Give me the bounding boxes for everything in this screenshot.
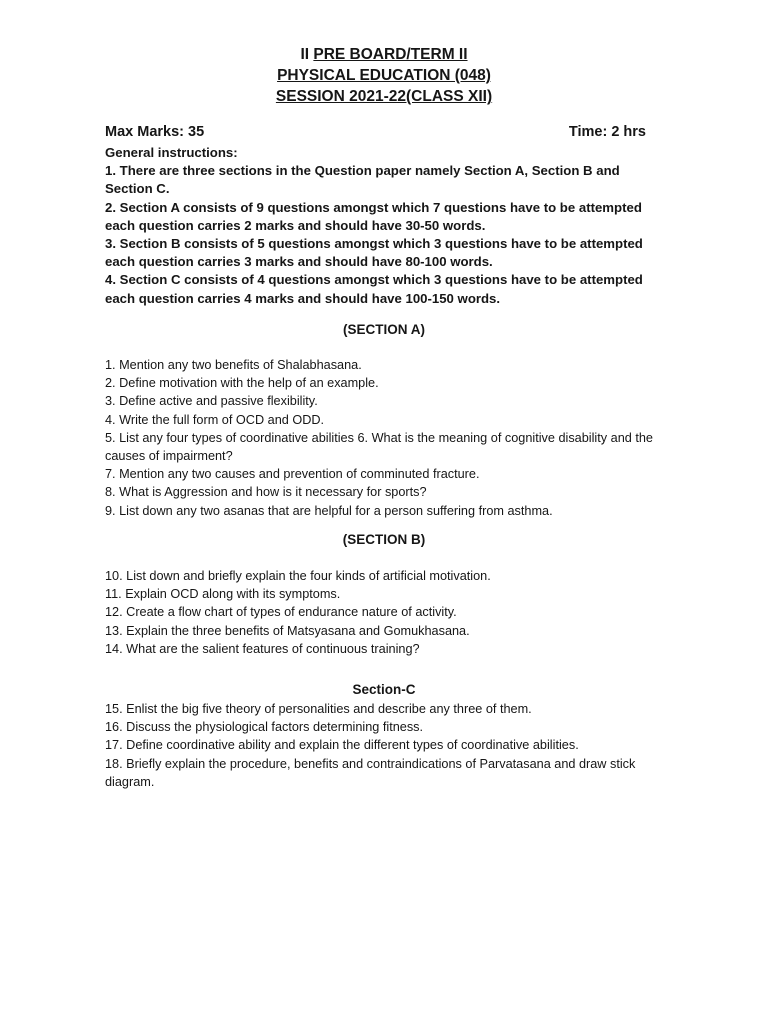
header-line-1: II PRE BOARD/TERM II: [300, 46, 468, 63]
question-item: 1. Mention any two benefits of Shalabhasana.: [105, 358, 362, 372]
question-item: 11. Explain OCD along with its symptoms.: [105, 587, 341, 602]
question-item: 18. Briefly explain the procedure, benefits and contraindications of Parvatasana and draw stick diagram.: [105, 756, 636, 789]
question-item: 5. List any four types of coordinative abilities 6. What is the meaning of cognitive disability and the causes of impairment?: [105, 430, 653, 464]
section-a-questions: [105, 356, 665, 520]
max-marks: Max Marks: 35: [105, 124, 205, 140]
question-item: 13. Explain the three benefits of Matsyasana and Gomukhasana.: [105, 623, 470, 638]
question-item: 10. List down and briefly explain the four kinds of artificial motivation.: [105, 569, 491, 583]
general-instructions: [105, 144, 665, 308]
document-header: [0, 44, 768, 107]
instructions-heading: General instructions:: [105, 145, 238, 160]
question-item: 7. Mention any two causes and prevention of comminuted fracture.: [105, 467, 480, 482]
section-c-questions: [105, 700, 665, 791]
section-b-questions: [105, 567, 665, 658]
session-title: SESSION 2021-22(CLASS XII): [275, 88, 493, 105]
exam-title: PRE BOARD/TERM II: [313, 46, 468, 63]
question-item: 4. Write the full form of OCD and ODD.: [105, 412, 325, 427]
question-item: 8. What is Aggression and how is it necessary for sports?: [105, 485, 427, 500]
section-c-heading: Section-C: [352, 682, 416, 697]
section-a-heading: (SECTION A): [343, 322, 425, 337]
subject-title: PHYSICAL EDUCATION (048): [277, 67, 491, 84]
question-item: 12. Create a flow chart of types of endurance nature of activity.: [105, 605, 457, 620]
time-allowed: Time: 2 hrs: [568, 124, 646, 140]
instruction-item: 3. Section B consists of 5 questions amongst which 3 questions have to be attempted each question carries 3 marks and should have 80-100 words.: [105, 236, 643, 270]
marks-time-row: [105, 124, 646, 140]
question-item: 3. Define active and passive flexibility.: [105, 394, 318, 409]
instruction-item: 2. Section A consists of 9 questions amongst which 7 questions have to be attempted each question carries 2 marks and should have 30-50 words.: [105, 199, 642, 233]
question-item: 16. Discuss the physiological factors determining fitness.: [105, 720, 424, 735]
question-item: 9. List down any two asanas that are helpful for a person suffering from asthma.: [105, 503, 553, 518]
question-item: 15. Enlist the big five theory of personalities and describe any three of them.: [105, 702, 532, 716]
question-item: 2. Define motivation with the help of an example.: [105, 376, 379, 391]
instruction-item: 1. There are three sections in the Question paper namely Section A, Section B and Section C.: [105, 163, 620, 197]
question-item: 17. Define coordinative ability and explain the different types of coordinative abilities.: [105, 738, 579, 753]
instruction-item: 4. Section C consists of 4 questions amongst which 3 questions have to be attempted each question carries 4 marks and should have 100-150 words.: [105, 272, 643, 306]
question-item: 14. What are the salient features of continuous training?: [105, 641, 420, 656]
section-b-heading: (SECTION B): [342, 532, 426, 547]
